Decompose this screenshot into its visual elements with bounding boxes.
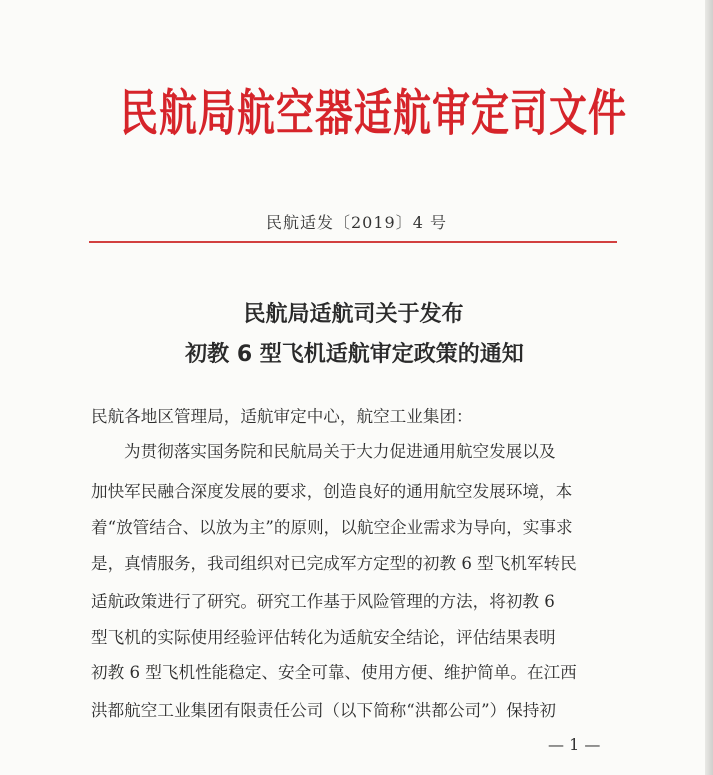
body-line: 适航政策进行了研究。研究工作基于风险管理的方法，将初教 6 xyxy=(91,592,555,611)
body-line: 型飞机的实际使用经验评估转化为适航安全结论，评估结果表明 xyxy=(91,628,556,647)
notice-title-line1: 民航局适航司关于发布 xyxy=(243,302,464,327)
body-line: 加快军民融合深度发展的要求，创造良好的通用航空发展环境，本 xyxy=(91,482,573,501)
body-line: 洪都航空工业集团有限责任公司（以下简称“洪都公司”）保持初 xyxy=(91,701,556,720)
page-number: — 1 — xyxy=(548,735,601,754)
page-edge-shadow xyxy=(705,0,713,775)
body-line: 初教 6 型飞机性能稳定、安全可靠、使用方便、维护简单。在江西 xyxy=(91,663,577,682)
body-line: 是，真情服务，我司组织对已完成军方定型的初教 6 型飞机军转民 xyxy=(91,554,577,573)
addressee: 民航各地区管理局，适航审定中心，航空工业集团： xyxy=(91,407,473,426)
body-line: 为贯彻落实国务院和民航局关于大力促进通用航空发展以及 xyxy=(124,442,556,461)
header-divider xyxy=(89,241,617,243)
divider-line xyxy=(89,241,617,243)
body-line: 着“放管结合、以放为主”的原则，以航空企业需求为导向，实事求 xyxy=(91,518,573,537)
issuing-authority-header: 民航局航空器适航审定司文件 xyxy=(120,84,628,142)
document-number: 民航适发〔2019〕4 号 xyxy=(266,213,447,232)
notice-title-line2: 初教 6 型飞机适航审定政策的通知 xyxy=(185,342,524,367)
